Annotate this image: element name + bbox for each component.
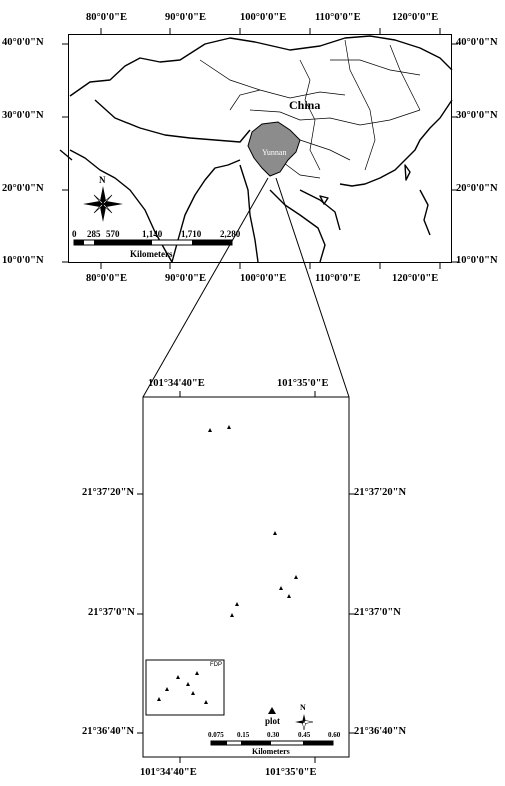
right-lat-label: 10°0'0"N [456, 255, 498, 266]
detail-scale-tick: 0.45 [298, 731, 311, 739]
fdp-inset-frame [146, 660, 224, 715]
plot-marker [208, 428, 212, 432]
detail-right-lat-label: 21°37'0"N [354, 607, 401, 618]
top-lon-label: 90°0'0"E [165, 12, 206, 23]
fdp-inset-label: FDP [210, 662, 222, 668]
scale-tick-label: 1,710 [181, 229, 202, 239]
plot-marker [227, 425, 231, 429]
detail-scale-tick: 0.15 [237, 731, 250, 739]
bottom-lon-label: 100°0'0"E [240, 273, 287, 284]
sea-outline [240, 165, 340, 262]
detail-north-arrow [295, 714, 313, 730]
leader-line-right [276, 178, 349, 397]
leader-line-left [143, 178, 268, 397]
plot-marker [287, 594, 291, 598]
detail-scale-bar [211, 741, 333, 745]
scale-tick-label: 2,280 [220, 229, 241, 239]
plot-marker [235, 602, 239, 606]
detail-north-label: N [300, 703, 306, 712]
plot-markers [208, 425, 298, 617]
top-lon-label: 110°0'0"E [315, 12, 361, 23]
detail-scale-unit: Kilometers [252, 747, 290, 756]
detail-bottom-lon-label: 101°35'0"E [265, 767, 317, 778]
overview-north-label: N [99, 175, 106, 185]
scale-tick-label: 570 [106, 229, 120, 239]
left-lat-label: 20°0'0"N [2, 183, 44, 194]
detail-left-lat-label: 21°36'40"N [82, 726, 135, 737]
detail-right-lat-label: 21°37'20"N [354, 487, 407, 498]
right-lat-label: 30°0'0"N [456, 110, 498, 121]
detail-scale-tick: 0.60 [328, 731, 341, 739]
right-lat-label: 20°0'0"N [456, 183, 498, 194]
detail-scale-tick: 0.075 [208, 731, 224, 739]
bottom-lon-label: 80°0'0"E [86, 273, 127, 284]
legend-plot-label: plot [265, 716, 281, 726]
bottom-lon-label: 120°0'0"E [392, 273, 439, 284]
top-lon-label: 120°0'0"E [392, 12, 439, 23]
overview-scale-bar [74, 240, 232, 245]
detail-left-lat-label: 21°37'0"N [88, 607, 135, 618]
detail-map-frame [143, 397, 349, 757]
legend-plot-symbol [268, 707, 276, 714]
left-lat-label: 10°0'0"N [2, 255, 44, 266]
overview-north-arrow [83, 186, 123, 222]
left-lat-label: 40°0'0"N [2, 37, 44, 48]
detail-top-lon-label: 101°35'0"E [277, 378, 329, 389]
detail-bottom-lon-label: 101°34'40"E [140, 767, 197, 778]
top-lon-label: 80°0'0"E [86, 12, 127, 23]
detail-scale-tick: 0.30 [267, 731, 280, 739]
scale-tick-label: 285 [87, 229, 101, 239]
plot-marker [279, 586, 283, 590]
bottom-lon-label: 110°0'0"E [315, 273, 361, 284]
detail-top-lon-label: 101°34'40"E [148, 378, 205, 389]
detail-right-lat-label: 21°36'40"N [354, 726, 407, 737]
plot-marker [230, 613, 234, 617]
plot-marker [273, 531, 277, 535]
detail-left-lat-label: 21°37'20"N [82, 487, 135, 498]
china-north-border [70, 36, 452, 96]
china-label: China [289, 98, 321, 112]
scale-tick-label: 1,140 [142, 229, 163, 239]
china-coast [340, 100, 452, 186]
scale-tick-label: 0 [72, 229, 77, 239]
scale-unit-label: Kilometers [130, 249, 173, 259]
yunnan-label: Yunnan [262, 148, 287, 157]
top-lon-label: 100°0'0"E [240, 12, 287, 23]
right-lat-label: 40°0'0"N [456, 37, 498, 48]
china-southwest-border [95, 100, 250, 142]
bottom-lon-label: 90°0'0"E [165, 273, 206, 284]
plot-marker [294, 575, 298, 579]
left-lat-label: 30°0'0"N [2, 110, 44, 121]
